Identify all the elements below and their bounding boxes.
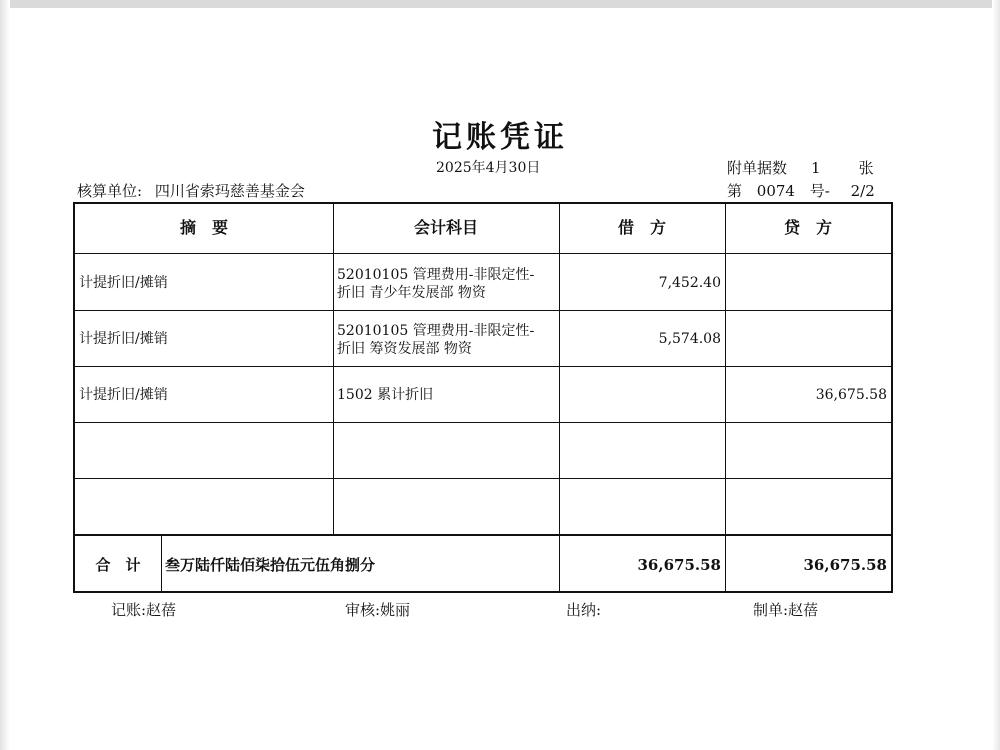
col-divider <box>559 204 560 591</box>
voucher-prefix: 第 <box>727 182 743 200</box>
row-divider <box>75 534 891 536</box>
total-label: 合 计 <box>95 556 141 574</box>
signature-bookkeeper: 记账:赵蓓 <box>111 601 177 619</box>
row-divider <box>75 366 891 367</box>
voucher-date: 2025年4月30日 <box>436 160 541 176</box>
header-credit: 贷 方 <box>783 218 832 237</box>
voucher-suffix: 号- <box>809 182 830 200</box>
row-divider <box>75 310 891 311</box>
header-debit: 借 方 <box>617 218 666 237</box>
signature-reviewer: 审核:姚丽 <box>345 601 411 619</box>
row-divider <box>75 253 891 254</box>
document-title: 记账凭证 <box>432 120 568 155</box>
attachment-count <box>727 157 874 178</box>
header-account: 会计科目 <box>413 218 478 237</box>
row-account-detail: 折旧 筹资发展部 物资 <box>337 341 472 357</box>
row-summary: 计提折旧/摊销 <box>79 331 168 347</box>
row-credit: 36,675.58 <box>815 387 887 403</box>
voucher-page: 2/2 <box>850 182 875 200</box>
accounting-unit <box>77 180 305 201</box>
row-summary: 计提折旧/摊销 <box>79 275 168 291</box>
row-account: 52010105 管理费用-非限定性- <box>337 323 535 339</box>
total-amount-words: 叁万陆仟陆佰柒拾伍元伍角捌分 <box>165 556 376 574</box>
header-summary: 摘 要 <box>179 218 228 237</box>
row-divider <box>75 422 891 423</box>
row-account: 52010105 管理费用-非限定性- <box>337 267 535 283</box>
voucher-no: 0074 <box>756 182 795 200</box>
scan-top-edge <box>0 0 1000 8</box>
col-divider <box>333 204 334 534</box>
voucher-number <box>727 180 885 201</box>
row-debit: 7,452.40 <box>658 275 721 291</box>
accounting-unit-name: 四川省索玛慈善基金会 <box>154 182 305 200</box>
total-debit: 36,675.58 <box>637 556 721 574</box>
signature-cashier: 出纳: <box>566 601 602 619</box>
row-debit: 5,574.08 <box>658 331 721 347</box>
row-account-detail: 折旧 青少年发展部 物资 <box>337 285 486 301</box>
voucher-table <box>73 202 893 593</box>
attachment-unit: 张 <box>858 159 874 177</box>
total-credit: 36,675.58 <box>803 556 887 574</box>
attachment-number: 1 <box>811 159 821 177</box>
signature-preparer: 制单:赵蓓 <box>753 601 819 619</box>
row-account: 1502 累计折旧 <box>337 387 434 403</box>
attachment-label: 附单据数 <box>727 159 788 177</box>
row-summary: 计提折旧/摊销 <box>79 387 168 403</box>
col-divider <box>161 534 162 591</box>
accounting-unit-label: 核算单位: <box>77 182 143 200</box>
row-divider <box>75 478 891 479</box>
